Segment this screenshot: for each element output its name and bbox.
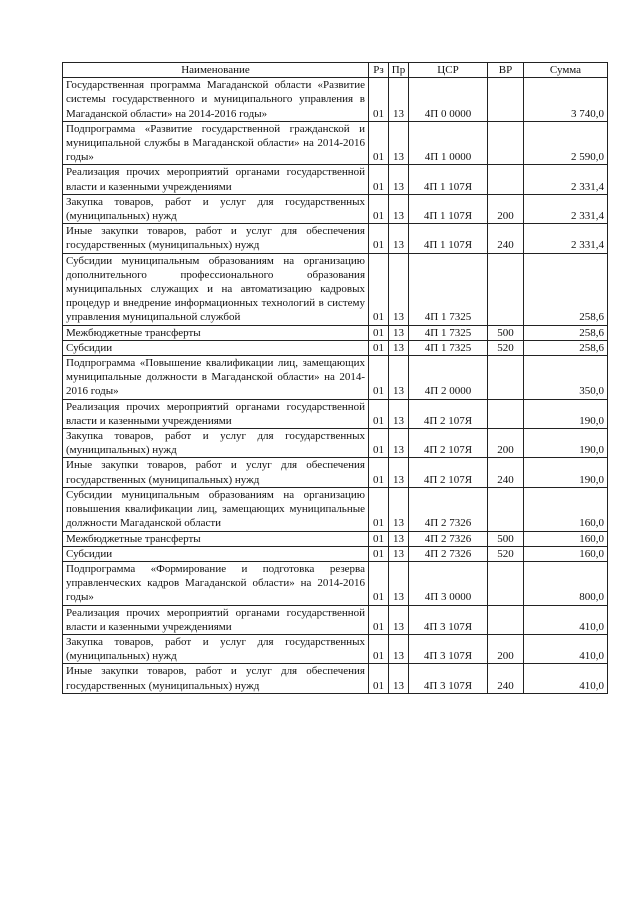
cell-rz: 01 xyxy=(369,325,389,340)
cell-pr: 13 xyxy=(389,561,409,605)
cell-rz: 01 xyxy=(369,78,389,122)
header-pr: Пр xyxy=(389,63,409,78)
cell-sum: 258,6 xyxy=(524,253,608,325)
cell-vr: 240 xyxy=(488,664,524,693)
cell-vr xyxy=(488,399,524,428)
cell-vr xyxy=(488,165,524,194)
cell-name: Закупка товаров, работ и услуг для государственных (муниципальных) нужд xyxy=(63,634,369,663)
cell-pr: 13 xyxy=(389,194,409,223)
cell-csr: 4П 2 7326 xyxy=(409,487,488,531)
table-row xyxy=(63,458,608,487)
cell-vr xyxy=(488,487,524,531)
header-sum: Сумма xyxy=(524,63,608,78)
cell-pr: 13 xyxy=(389,458,409,487)
cell-rz: 01 xyxy=(369,546,389,561)
cell-rz: 01 xyxy=(369,340,389,355)
cell-name: Межбюджетные трансферты xyxy=(63,531,369,546)
cell-csr: 4П 3 107Я xyxy=(409,664,488,693)
cell-rz: 01 xyxy=(369,634,389,663)
cell-pr: 13 xyxy=(389,605,409,634)
cell-name: Реализация прочих мероприятий органами государственной власти и казенными учреждениями xyxy=(63,605,369,634)
cell-vr xyxy=(488,78,524,122)
cell-csr: 4П 3 107Я xyxy=(409,605,488,634)
cell-rz: 01 xyxy=(369,664,389,693)
cell-rz: 01 xyxy=(369,487,389,531)
table-row xyxy=(63,194,608,223)
table-row xyxy=(63,325,608,340)
cell-name: Субсидии xyxy=(63,340,369,355)
cell-pr: 13 xyxy=(389,224,409,253)
header-rz: Рз xyxy=(369,63,389,78)
cell-rz: 01 xyxy=(369,399,389,428)
cell-rz: 01 xyxy=(369,458,389,487)
cell-vr xyxy=(488,561,524,605)
table-row xyxy=(63,429,608,458)
table-row xyxy=(63,224,608,253)
cell-vr: 520 xyxy=(488,340,524,355)
cell-rz: 01 xyxy=(369,194,389,223)
cell-sum: 258,6 xyxy=(524,340,608,355)
cell-sum: 160,0 xyxy=(524,546,608,561)
cell-rz: 01 xyxy=(369,253,389,325)
header-name: Наименование xyxy=(63,63,369,78)
cell-pr: 13 xyxy=(389,78,409,122)
cell-rz: 01 xyxy=(369,429,389,458)
cell-name: Государственная программа Магаданской области «Развитие системы государственного и муниципального управления в Магаданской области» на 2014-2016 годы» xyxy=(63,78,369,122)
table-row xyxy=(63,634,608,663)
cell-sum: 160,0 xyxy=(524,487,608,531)
cell-csr: 4П 1 107Я xyxy=(409,165,488,194)
cell-pr: 13 xyxy=(389,253,409,325)
cell-sum: 3 740,0 xyxy=(524,78,608,122)
cell-csr: 4П 3 107Я xyxy=(409,634,488,663)
cell-rz: 01 xyxy=(369,165,389,194)
cell-name: Иные закупки товаров, работ и услуг для обеспечения государственных (муниципальных) нужд xyxy=(63,664,369,693)
table-row xyxy=(63,399,608,428)
cell-pr: 13 xyxy=(389,546,409,561)
cell-pr: 13 xyxy=(389,531,409,546)
cell-rz: 01 xyxy=(369,561,389,605)
cell-name: Реализация прочих мероприятий органами государственной власти и казенными учреждениями xyxy=(63,165,369,194)
cell-pr: 13 xyxy=(389,664,409,693)
table-row xyxy=(63,605,608,634)
cell-name: Подпрограмма «Развитие государственной гражданской и муниципальной службы в Магаданской области» на 2014-2016 годы» xyxy=(63,121,369,165)
cell-name: Субсидии муниципальным образованиям на организацию повышения квалификации лиц, замещающих муниципальные должности Магаданской области xyxy=(63,487,369,531)
table-row xyxy=(63,121,608,165)
cell-name: Закупка товаров, работ и услуг для государственных (муниципальных) нужд xyxy=(63,194,369,223)
cell-pr: 13 xyxy=(389,487,409,531)
table-row xyxy=(63,531,608,546)
cell-csr: 4П 1 0000 xyxy=(409,121,488,165)
cell-vr: 200 xyxy=(488,429,524,458)
cell-csr: 4П 1 7325 xyxy=(409,340,488,355)
table-row xyxy=(63,487,608,531)
cell-pr: 13 xyxy=(389,634,409,663)
table-row xyxy=(63,664,608,693)
cell-sum: 2 331,4 xyxy=(524,224,608,253)
cell-pr: 13 xyxy=(389,399,409,428)
cell-name: Иные закупки товаров, работ и услуг для обеспечения государственных (муниципальных) нужд xyxy=(63,224,369,253)
header-vr: ВР xyxy=(488,63,524,78)
cell-name: Реализация прочих мероприятий органами государственной власти и казенными учреждениями xyxy=(63,399,369,428)
budget-table xyxy=(62,62,608,694)
cell-vr: 200 xyxy=(488,194,524,223)
cell-rz: 01 xyxy=(369,531,389,546)
cell-name: Подпрограмма «Формирование и подготовка резерва управленческих кадров Магаданской области» на 2014-2016 годы» xyxy=(63,561,369,605)
cell-sum: 190,0 xyxy=(524,399,608,428)
table-row xyxy=(63,78,608,122)
cell-sum: 350,0 xyxy=(524,356,608,400)
cell-csr: 4П 2 107Я xyxy=(409,429,488,458)
cell-vr: 500 xyxy=(488,531,524,546)
cell-vr xyxy=(488,121,524,165)
cell-sum: 410,0 xyxy=(524,605,608,634)
cell-sum: 258,6 xyxy=(524,325,608,340)
cell-name: Подпрограмма «Повышение квалификации лиц, замещающих муниципальные должности в Магаданской области» на 2014-2016 годы» xyxy=(63,356,369,400)
cell-sum: 160,0 xyxy=(524,531,608,546)
cell-sum: 2 331,4 xyxy=(524,194,608,223)
cell-csr: 4П 2 7326 xyxy=(409,546,488,561)
cell-sum: 190,0 xyxy=(524,458,608,487)
cell-csr: 4П 2 0000 xyxy=(409,356,488,400)
budget-document xyxy=(62,62,607,694)
cell-sum: 2 590,0 xyxy=(524,121,608,165)
cell-sum: 800,0 xyxy=(524,561,608,605)
cell-csr: 4П 1 7325 xyxy=(409,253,488,325)
cell-csr: 4П 2 107Я xyxy=(409,458,488,487)
cell-name: Межбюджетные трансферты xyxy=(63,325,369,340)
cell-sum: 410,0 xyxy=(524,664,608,693)
cell-sum: 190,0 xyxy=(524,429,608,458)
cell-name: Закупка товаров, работ и услуг для государственных (муниципальных) нужд xyxy=(63,429,369,458)
table-row xyxy=(63,340,608,355)
cell-vr: 500 xyxy=(488,325,524,340)
cell-csr: 4П 2 7326 xyxy=(409,531,488,546)
cell-vr xyxy=(488,253,524,325)
table-row xyxy=(63,546,608,561)
cell-vr: 200 xyxy=(488,634,524,663)
cell-rz: 01 xyxy=(369,605,389,634)
cell-vr: 520 xyxy=(488,546,524,561)
table-row xyxy=(63,165,608,194)
table-header xyxy=(63,63,608,78)
cell-vr: 240 xyxy=(488,224,524,253)
cell-pr: 13 xyxy=(389,356,409,400)
cell-pr: 13 xyxy=(389,165,409,194)
table-row xyxy=(63,253,608,325)
cell-rz: 01 xyxy=(369,121,389,165)
cell-csr: 4П 0 0000 xyxy=(409,78,488,122)
cell-csr: 4П 1 107Я xyxy=(409,194,488,223)
header-row xyxy=(63,63,608,78)
cell-vr: 240 xyxy=(488,458,524,487)
cell-csr: 4П 2 107Я xyxy=(409,399,488,428)
cell-vr xyxy=(488,605,524,634)
table-row xyxy=(63,561,608,605)
cell-csr: 4П 1 107Я xyxy=(409,224,488,253)
cell-pr: 13 xyxy=(389,325,409,340)
cell-sum: 2 331,4 xyxy=(524,165,608,194)
cell-pr: 13 xyxy=(389,121,409,165)
cell-pr: 13 xyxy=(389,429,409,458)
cell-rz: 01 xyxy=(369,356,389,400)
cell-name: Субсидии xyxy=(63,546,369,561)
cell-vr xyxy=(488,356,524,400)
cell-pr: 13 xyxy=(389,340,409,355)
cell-rz: 01 xyxy=(369,224,389,253)
cell-csr: 4П 3 0000 xyxy=(409,561,488,605)
cell-name: Субсидии муниципальным образованиям на организацию дополнительного профессионального образования муниципальных служащих и на автоматизацию кадровых процедур и внедрение информационных технологий в систему управления муниципальной службой xyxy=(63,253,369,325)
cell-name: Иные закупки товаров, работ и услуг для обеспечения государственных (муниципальных) нужд xyxy=(63,458,369,487)
table-body xyxy=(63,78,608,694)
header-csr: ЦСР xyxy=(409,63,488,78)
cell-csr: 4П 1 7325 xyxy=(409,325,488,340)
cell-sum: 410,0 xyxy=(524,634,608,663)
table-row xyxy=(63,356,608,400)
